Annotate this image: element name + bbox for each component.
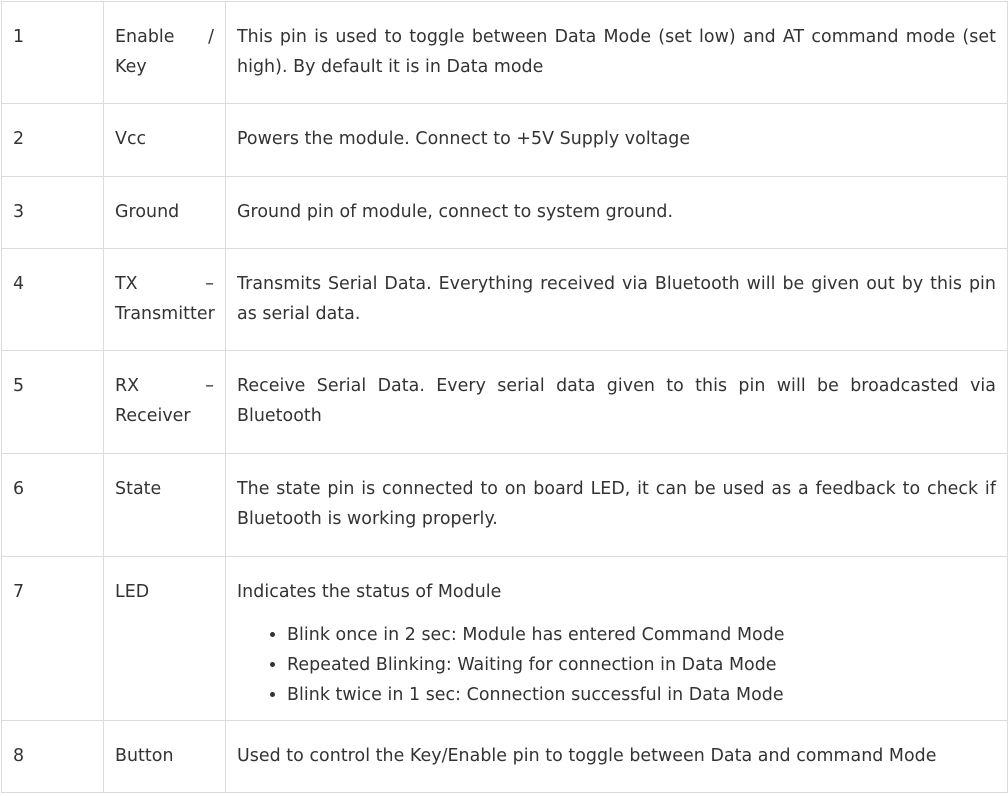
table-row [2, 721, 1008, 793]
pin-number: 6 [2, 454, 104, 557]
pin-number: 3 [2, 177, 104, 249]
pin-number: 1 [2, 2, 104, 104]
list-item: • Blink twice in 1 sec: Connection successful in Data Mode [287, 680, 996, 710]
pin-number: 8 [2, 721, 104, 793]
pin-description [226, 557, 1008, 721]
table-row [2, 104, 1008, 177]
pin-name [104, 249, 226, 351]
pin-description: Receive Serial Data. Every serial data given to this pin will be broadcasted via Bluetooth [226, 351, 1008, 454]
pin-description: This pin is used to toggle between Data Mode (set low) and AT command mode (set high). By default it is in Data mode [226, 2, 1008, 104]
pin-description: Ground pin of module, connect to system ground. [226, 177, 1008, 249]
table-row [2, 249, 1008, 351]
pin-number: 7 [2, 557, 104, 721]
pin-number: 4 [2, 249, 104, 351]
table-row [2, 177, 1008, 249]
pin-name-line: RX – [115, 376, 214, 396]
pin-name: Ground [104, 177, 226, 249]
pin-name-line: Key [115, 57, 147, 77]
pin-name-line: Transmitter [115, 304, 215, 324]
pin-description: Powers the module. Connect to +5V Supply voltage [226, 104, 1008, 177]
pin-name: Button [104, 721, 226, 793]
table-row [2, 557, 1008, 721]
table-row [2, 351, 1008, 454]
pin-name-line: Enable / [115, 27, 214, 47]
pin-description: Used to control the Key/Enable pin to toggle between Data and command Mode [226, 721, 1008, 793]
pin-number: 2 [2, 104, 104, 177]
pin-name: State [104, 454, 226, 557]
pin-description: The state pin is connected to on board LED, it can be used as a feedback to check if Bluetooth is working properly. [226, 454, 1008, 557]
pin-number: 5 [2, 351, 104, 454]
table-row [2, 454, 1008, 557]
pin-name [104, 2, 226, 104]
led-status-intro: Indicates the status of Module [237, 582, 502, 602]
pin-description: Transmits Serial Data. Everything received via Bluetooth will be given out by this pin as serial data. [226, 249, 1008, 351]
list-item: • Repeated Blinking: Waiting for connection in Data Mode [287, 650, 996, 680]
pin-name-line: Receiver [115, 406, 191, 426]
pin-name-line: TX – [115, 274, 214, 294]
pin-name: Vcc [104, 104, 226, 177]
table-row [2, 2, 1008, 104]
pin-name: LED [104, 557, 226, 721]
led-status-list [237, 620, 996, 710]
pin-name [104, 351, 226, 454]
pin-description-table [1, 1, 1008, 793]
list-item: • Blink once in 2 sec: Module has entered Command Mode [287, 620, 996, 650]
